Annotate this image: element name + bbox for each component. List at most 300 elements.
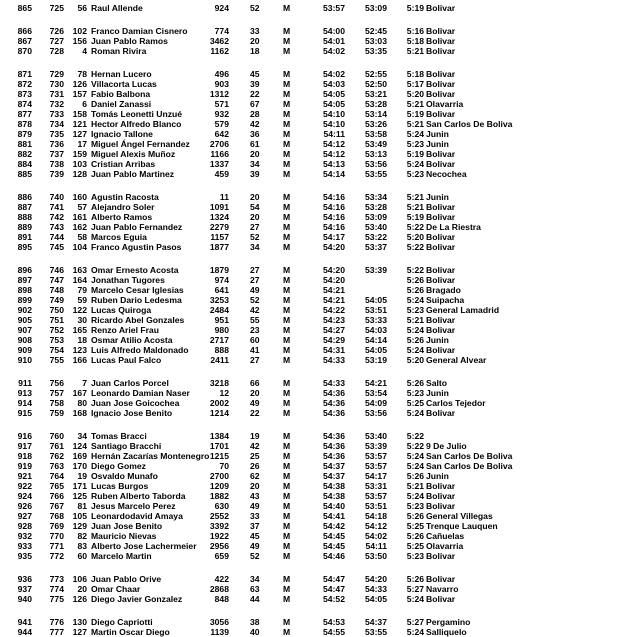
runner-city: De La Riestra: [426, 222, 481, 232]
gun-time: 54:55: [323, 627, 345, 637]
table-row: [0, 192, 634, 202]
net-time: 53:51: [365, 305, 387, 315]
table-row: [0, 471, 634, 481]
runner-name: Diego Javier Gonzalez: [91, 594, 183, 604]
runner-age: 20: [250, 149, 260, 159]
runner-age: 20: [250, 481, 260, 491]
category-position: 769: [49, 521, 64, 531]
overall-position: 921: [17, 471, 32, 481]
overall-position: 870: [17, 46, 32, 56]
runner-name: Franco Agustin Pasos: [91, 242, 182, 252]
runner-age: 22: [250, 408, 260, 418]
gender-position: 123: [72, 345, 87, 355]
overall-position: 877: [17, 109, 32, 119]
net-time: 54:14: [365, 335, 387, 345]
pace: 5:20: [406, 89, 424, 99]
runner-sex: M: [283, 315, 291, 325]
category-position: 735: [49, 129, 64, 139]
bib-number: 1157: [210, 232, 229, 242]
runner-age: 49: [250, 398, 260, 408]
runner-name: Mauricio Nievas: [91, 531, 157, 541]
net-time: 54:37: [365, 617, 387, 627]
runner-sex: M: [283, 491, 291, 501]
runner-city: Bolivar: [426, 212, 456, 222]
gun-time: 54:20: [323, 275, 345, 285]
category-position: 731: [49, 89, 64, 99]
gun-time: 54:23: [323, 315, 345, 325]
table-row: [0, 408, 634, 418]
gender-position: 129: [72, 521, 87, 531]
runner-sex: M: [283, 232, 291, 242]
runner-city: Bolivar: [426, 149, 456, 159]
runner-name: Ruben Alberto Taborda: [91, 491, 186, 501]
runner-name: Jesus Marcelo Perez: [91, 501, 176, 511]
runner-age: 27: [250, 355, 260, 365]
bib-number: 1701: [209, 441, 229, 451]
runner-name: Hernán Zacarías Montenegro: [91, 451, 210, 461]
gun-time: 54:16: [323, 212, 345, 222]
gender-position: 128: [72, 169, 87, 179]
runner-name: Ruben Dario Ledesma: [91, 295, 182, 305]
pace: 5:24: [406, 295, 424, 305]
runner-sex: M: [283, 119, 291, 129]
runner-name: Marcos Eguia: [91, 232, 147, 242]
runner-city: Bolivar: [426, 46, 456, 56]
pace: 5:21: [406, 481, 424, 491]
net-time: 53:55: [365, 169, 387, 179]
bib-number: 1091: [209, 202, 229, 212]
pace: 5:16: [406, 26, 424, 36]
gender-position: 6: [82, 99, 87, 109]
table-row: [0, 627, 634, 637]
net-time: 53:57: [365, 491, 387, 501]
runner-name: Renzo Ariel Frau: [91, 325, 159, 335]
bib-number: 2700: [209, 471, 229, 481]
bib-number: 2279: [209, 222, 229, 232]
gender-position: 104: [72, 242, 87, 252]
net-time: 53:55: [365, 627, 387, 637]
runner-age: 20: [250, 192, 260, 202]
overall-position: 914: [17, 398, 32, 408]
pace: 5:21: [406, 315, 424, 325]
runner-sex: M: [283, 149, 291, 159]
runner-city: Necochea: [426, 169, 467, 179]
table-row: [0, 3, 634, 13]
gender-position: 167: [72, 388, 87, 398]
runner-age: 49: [250, 501, 260, 511]
table-row: [0, 69, 634, 79]
runner-age: 22: [250, 89, 260, 99]
runner-city: General Lamadrid: [426, 305, 500, 315]
runner-name: Ignacio Jose Benito: [91, 408, 173, 418]
bib-number: 641: [214, 285, 229, 295]
bib-number: 1337: [209, 159, 229, 169]
category-position: 745: [49, 242, 64, 252]
net-time: 53:31: [365, 481, 387, 491]
runner-city: Bolivar: [426, 3, 456, 13]
runner-name: Lucas Burgos: [91, 481, 149, 491]
overall-position: 926: [17, 501, 32, 511]
gender-position: 168: [72, 408, 87, 418]
net-time: 54:05: [365, 295, 387, 305]
category-position: 729: [49, 69, 64, 79]
gun-time: 54:02: [323, 69, 345, 79]
category-position: 744: [49, 232, 64, 242]
category-position: 766: [49, 491, 64, 501]
gender-position: 126: [72, 79, 87, 89]
runner-sex: M: [283, 451, 291, 461]
runner-city: Bolivar: [426, 275, 456, 285]
net-time: 53:09: [365, 3, 387, 13]
pace: 5:23: [406, 139, 424, 149]
overall-position: 879: [17, 129, 32, 139]
runner-city: San Carlos De Boliva: [426, 119, 513, 129]
overall-position: 882: [17, 149, 32, 159]
runner-name: Alberto Jose Lachermeier: [91, 541, 197, 551]
overall-position: 867: [17, 36, 32, 46]
category-position: 755: [49, 355, 64, 365]
runner-city: Junin: [426, 471, 449, 481]
category-position: 741: [49, 202, 64, 212]
pace: 5:23: [406, 501, 424, 511]
gun-time: 54:16: [323, 222, 345, 232]
bib-number: 642: [214, 129, 229, 139]
runner-age: 26: [250, 461, 260, 471]
runner-age: 52: [250, 232, 260, 242]
category-position: 740: [49, 192, 64, 202]
runner-city: Bolivar: [426, 491, 456, 501]
runner-name: Agustin Racosta: [91, 192, 159, 202]
overall-position: 905: [17, 315, 32, 325]
runner-name: Omar Ernesto Acosta: [91, 265, 179, 275]
bib-number: 888: [214, 345, 229, 355]
table-row: [0, 99, 634, 109]
gender-position: 103: [72, 159, 87, 169]
table-row: [0, 431, 634, 441]
category-position: 747: [49, 275, 64, 285]
bib-number: 980: [214, 325, 229, 335]
table-row: [0, 129, 634, 139]
net-time: 53:22: [365, 232, 387, 242]
gun-time: 54:10: [323, 109, 345, 119]
runner-sex: M: [283, 431, 291, 441]
table-row: [0, 242, 634, 252]
pace: 5:22: [406, 242, 424, 252]
runner-city: Bolivar: [426, 232, 456, 242]
bib-number: 1139: [210, 627, 229, 637]
overall-position: 887: [17, 202, 32, 212]
category-position: 726: [49, 26, 64, 36]
table-row: [0, 584, 634, 594]
runner-name: Villacorta Lucas: [91, 79, 157, 89]
gun-time: 54:01: [323, 36, 345, 46]
gun-time: 54:13: [323, 159, 345, 169]
category-position: 762: [49, 451, 64, 461]
net-time: 53:34: [365, 192, 387, 202]
gun-time: 54:21: [323, 285, 345, 295]
table-row: [0, 212, 634, 222]
net-time: 53:56: [365, 408, 387, 418]
category-position: 728: [49, 46, 64, 56]
runner-sex: M: [283, 441, 291, 451]
gender-position: 59: [77, 295, 87, 305]
overall-position: 881: [17, 139, 32, 149]
net-time: 54:33: [365, 584, 387, 594]
gun-time: 54:36: [323, 388, 345, 398]
net-time: 53:56: [365, 159, 387, 169]
overall-position: 937: [17, 584, 32, 594]
runner-age: 37: [250, 521, 260, 531]
gender-position: 121: [72, 119, 87, 129]
runner-city: San Carlos De Boliva: [426, 461, 513, 471]
runner-city: General Alvear: [426, 355, 487, 365]
gender-position: 60: [77, 551, 87, 561]
overall-position: 907: [17, 325, 32, 335]
bib-number: 12: [219, 388, 229, 398]
gender-position: 81: [77, 501, 87, 511]
runner-age: 67: [250, 99, 260, 109]
runner-city: Bolivar: [426, 551, 456, 561]
pace: 5:24: [406, 345, 424, 355]
bib-number: 1877: [209, 242, 229, 252]
category-position: 776: [49, 617, 64, 627]
runner-city: Olavarria: [426, 99, 464, 109]
bib-number: 3462: [209, 36, 229, 46]
bib-number: 2717: [209, 335, 229, 345]
gun-time: 54:36: [323, 441, 345, 451]
runner-name: Juan Jose Benito: [91, 521, 163, 531]
runner-age: 42: [250, 305, 260, 315]
table-row: [0, 222, 634, 232]
bib-number: 2552: [209, 511, 229, 521]
runner-sex: M: [283, 627, 291, 637]
pace: 5:22: [406, 265, 424, 275]
gender-position: 164: [72, 275, 87, 285]
table-row: [0, 109, 634, 119]
net-time: 53:37: [365, 242, 387, 252]
overall-position: 928: [17, 521, 32, 531]
pace: 5:22: [406, 441, 424, 451]
runner-age: 34: [250, 242, 260, 252]
net-time: 53:39: [365, 441, 387, 451]
overall-position: 897: [17, 275, 32, 285]
gender-position: 30: [77, 315, 87, 325]
runner-sex: M: [283, 521, 291, 531]
bib-number: 774: [214, 26, 229, 36]
runner-sex: M: [283, 481, 291, 491]
gender-position: 163: [72, 265, 87, 275]
runner-age: 54: [250, 202, 260, 212]
category-position: 764: [49, 471, 64, 481]
runner-sex: M: [283, 159, 291, 169]
net-time: 53:57: [365, 451, 387, 461]
table-row: [0, 594, 634, 604]
runner-city: Bolivar: [426, 202, 456, 212]
overall-position: 935: [17, 551, 32, 561]
runner-age: 62: [250, 471, 260, 481]
gun-time: 54:37: [323, 461, 345, 471]
runner-city: Salto: [426, 378, 448, 388]
runner-age: 42: [250, 119, 260, 129]
table-row: [0, 451, 634, 461]
bib-number: 70: [219, 461, 229, 471]
runner-sex: M: [283, 541, 291, 551]
table-row: [0, 441, 634, 451]
runner-age: 25: [250, 451, 260, 461]
table-row: [0, 285, 634, 295]
runner-age: 44: [250, 594, 260, 604]
overall-position: 874: [17, 99, 32, 109]
table-row: [0, 378, 634, 388]
table-row: [0, 345, 634, 355]
pace: 5:24: [406, 129, 424, 139]
net-time: 53:58: [365, 129, 387, 139]
gender-position: 159: [72, 149, 87, 159]
runner-city: Cañuelas: [426, 531, 465, 541]
table-row: [0, 149, 634, 159]
overall-position: 910: [17, 355, 32, 365]
bib-number: 1879: [209, 265, 229, 275]
net-time: 53:14: [365, 109, 387, 119]
runner-name: Fabio Balbona: [91, 89, 151, 99]
category-position: 730: [49, 79, 64, 89]
gender-position: 122: [72, 305, 87, 315]
pace: 5:19: [406, 109, 424, 119]
net-time: 52:50: [365, 79, 387, 89]
gun-time: 54:36: [323, 451, 345, 461]
category-position: 767: [49, 501, 64, 511]
gun-time: 54:36: [323, 431, 345, 441]
gender-position: 80: [77, 398, 87, 408]
pace: 5:26: [406, 275, 424, 285]
runner-age: 18: [250, 46, 260, 56]
category-position: 763: [49, 461, 64, 471]
runner-name: Juan Pablo Martinez: [91, 169, 175, 179]
overall-position: 885: [17, 169, 32, 179]
table-row: [0, 89, 634, 99]
runner-name: Cristian Arribas: [91, 159, 156, 169]
gun-time: 54:36: [323, 398, 345, 408]
runner-age: 39: [250, 79, 260, 89]
overall-position: 899: [17, 295, 32, 305]
net-time: 53:19: [365, 355, 387, 365]
net-time: 54:11: [365, 541, 387, 551]
runner-sex: M: [283, 36, 291, 46]
gender-position: 126: [72, 594, 87, 604]
runner-sex: M: [283, 335, 291, 345]
runner-sex: M: [283, 325, 291, 335]
runner-sex: M: [283, 345, 291, 355]
table-row: [0, 521, 634, 531]
runner-age: 20: [250, 388, 260, 398]
runner-sex: M: [283, 26, 291, 36]
runner-city: Junin: [426, 192, 449, 202]
overall-position: 873: [17, 89, 32, 99]
table-row: [0, 617, 634, 627]
overall-position: 933: [17, 541, 32, 551]
gun-time: 54:41: [323, 511, 345, 521]
runner-sex: M: [283, 461, 291, 471]
gender-position: 106: [72, 574, 87, 584]
bib-number: 11: [219, 192, 229, 202]
gun-time: 54:11: [323, 129, 345, 139]
pace: 5:18: [406, 36, 424, 46]
overall-position: 891: [17, 232, 32, 242]
table-row: [0, 232, 634, 242]
table-row: [0, 295, 634, 305]
runner-age: 33: [250, 511, 260, 521]
bib-number: 848: [214, 594, 229, 604]
gun-time: 54:20: [323, 265, 345, 275]
category-position: 748: [49, 285, 64, 295]
runner-sex: M: [283, 139, 291, 149]
table-row: [0, 574, 634, 584]
runner-name: Santiago Bracchi: [91, 441, 162, 451]
pace: 5:20: [406, 355, 424, 365]
gender-position: 78: [77, 69, 87, 79]
runner-sex: M: [283, 398, 291, 408]
gender-position: 83: [77, 541, 87, 551]
pace: 5:26: [406, 378, 424, 388]
pace: 5:24: [406, 325, 424, 335]
runner-age: 34: [250, 574, 260, 584]
gun-time: 54:37: [323, 471, 345, 481]
overall-position: 889: [17, 222, 32, 232]
gun-time: 54:38: [323, 481, 345, 491]
runner-city: Suipacha: [426, 295, 465, 305]
runner-city: Bolivar: [426, 36, 456, 46]
runner-name: Tomás Leonetti Unzué: [91, 109, 183, 119]
runner-sex: M: [283, 471, 291, 481]
runner-name: Hernan Lucero: [91, 69, 152, 79]
table-row: [0, 398, 634, 408]
runner-city: Bolivar: [426, 325, 456, 335]
runner-name: Raul Allende: [91, 3, 143, 13]
bib-number: 2868: [209, 584, 229, 594]
runner-name: Marcelo Martin: [91, 551, 152, 561]
runner-sex: M: [283, 511, 291, 521]
runner-sex: M: [283, 46, 291, 56]
pace: 5:25: [406, 521, 424, 531]
category-position: 760: [49, 431, 64, 441]
runner-name: Tomas Bracci: [91, 431, 147, 441]
gender-position: 127: [72, 129, 87, 139]
category-position: 750: [49, 305, 64, 315]
table-row: [0, 26, 634, 36]
gender-position: 161: [72, 212, 87, 222]
bib-number: 3056: [209, 617, 229, 627]
net-time: 53:35: [365, 46, 387, 56]
gun-time: 54:22: [323, 305, 345, 315]
gun-time: 54:38: [323, 491, 345, 501]
net-time: 54:09: [365, 398, 387, 408]
runner-age: 28: [250, 109, 260, 119]
table-row: [0, 355, 634, 365]
table-row: [0, 461, 634, 471]
runner-city: Bolivar: [426, 481, 456, 491]
category-position: 770: [49, 531, 64, 541]
runner-sex: M: [283, 169, 291, 179]
runner-sex: M: [283, 574, 291, 584]
bib-number: 659: [214, 551, 229, 561]
runner-name: Alberto Ramos: [91, 212, 153, 222]
overall-position: 913: [17, 388, 32, 398]
pace: 5:19: [406, 3, 424, 13]
table-row: [0, 325, 634, 335]
table-row: [0, 275, 634, 285]
category-position: 725: [49, 3, 64, 13]
gun-time: 54:31: [323, 345, 345, 355]
